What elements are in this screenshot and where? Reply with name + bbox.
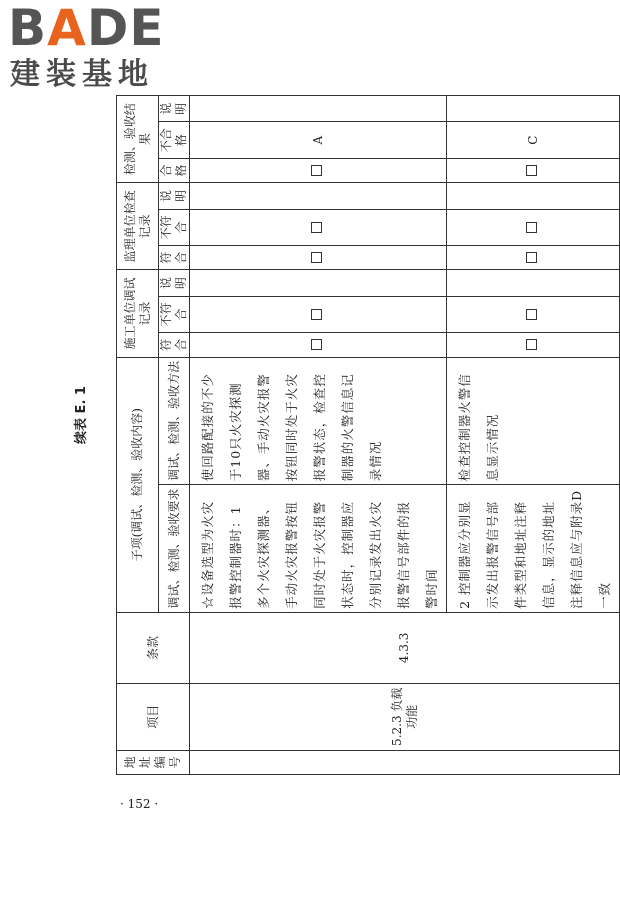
header-note: 说明: [159, 270, 190, 296]
contractor-conform-cell: [447, 333, 620, 357]
header-note: 说明: [159, 183, 190, 209]
checkbox-icon: [526, 309, 537, 320]
header-note: 说明: [159, 96, 190, 122]
header-nonconform: 不符合: [159, 209, 190, 245]
header-acceptance: 检测、验收结果: [117, 96, 159, 183]
method-cell: 使回路配接的不少于10只火灾探测器、手动火灾报警按钮同时处于火灾报警状态，检查控制器的火警信息记录情况: [190, 357, 447, 485]
method-cell: 检查控制器火警信息显示情况: [447, 357, 620, 485]
header-requirement: 调试、检测、验收要求: [159, 485, 190, 613]
checkbox-icon: [311, 165, 322, 176]
table-row: [190, 96, 447, 775]
header-supervisor: 监理单位检查记录: [117, 183, 159, 270]
header-contractor: 施工单位调试记录: [117, 270, 159, 357]
checkbox-icon: [311, 309, 322, 320]
header-row-1: [117, 96, 159, 775]
header-item: 项目: [117, 683, 190, 750]
header-conform: 符合: [159, 333, 190, 357]
acceptance-note-cell: [447, 96, 620, 122]
header-clause: 条款: [117, 612, 190, 683]
supervisor-note-cell: [447, 183, 620, 209]
checkbox-icon: [311, 222, 322, 233]
contractor-nonconform-cell: [447, 296, 620, 332]
supervisor-conform-cell: [447, 246, 620, 270]
header-nonconform: 不符合: [159, 296, 190, 332]
logo-subtitle: 建装基地: [10, 57, 154, 92]
checkbox-icon: [311, 339, 322, 350]
checkbox-icon: [526, 339, 537, 350]
contractor-nonconform-cell: [190, 296, 447, 332]
acceptance-note-cell: [190, 96, 447, 122]
checkbox-icon: [526, 222, 537, 233]
checkbox-icon: [526, 165, 537, 176]
table-title: 续表 E. 1: [74, 386, 89, 444]
supervisor-conform-cell: [190, 246, 447, 270]
acceptance-grade-cell: C: [447, 122, 620, 158]
acceptance-qualified-cell: [447, 158, 620, 182]
checkbox-icon: [311, 252, 322, 263]
supervisor-nonconform-cell: [447, 209, 620, 245]
header-method: 调试、检测、验收方法: [159, 357, 190, 485]
requirement-cell: ☆设备选型为火灾报警控制器时：1 多个火灾探测器、手动火灾报警按钮同时处于火灾报警状态时，控制器应分别记录发出火灾报警信号部件的报警时间: [190, 485, 447, 613]
header-unqualified: 不合格: [159, 122, 190, 158]
requirement-cell: 2 控制器应分别显示发出报警信号部件类型和地址注释信息，显示的地址注释信息应与附录D一致: [447, 485, 620, 613]
contractor-note-cell: [190, 270, 447, 296]
header-conform: 符合: [159, 246, 190, 270]
checkbox-icon: [526, 252, 537, 263]
inspection-table: [116, 95, 620, 775]
item-cell: 5.2.3 负载功能: [190, 683, 620, 750]
address-cell: [190, 750, 620, 774]
acceptance-grade-cell: A: [190, 122, 447, 158]
acceptance-qualified-cell: [190, 158, 447, 182]
supervisor-note-cell: [190, 183, 447, 209]
header-address-no: 地址编号: [117, 750, 190, 774]
header-sub-item: 子项(调试、检测、验收内容): [117, 357, 159, 612]
header-qualified: 合格: [159, 158, 190, 182]
rotated-page: [74, 95, 612, 775]
page-number: · 152 ·: [120, 797, 159, 811]
supervisor-nonconform-cell: [190, 209, 447, 245]
bade-logo: [8, 2, 188, 97]
logo-wordmark: BADE: [8, 0, 165, 57]
clause-cell: 4.3.3: [190, 612, 620, 683]
contractor-note-cell: [447, 270, 620, 296]
contractor-conform-cell: [190, 333, 447, 357]
